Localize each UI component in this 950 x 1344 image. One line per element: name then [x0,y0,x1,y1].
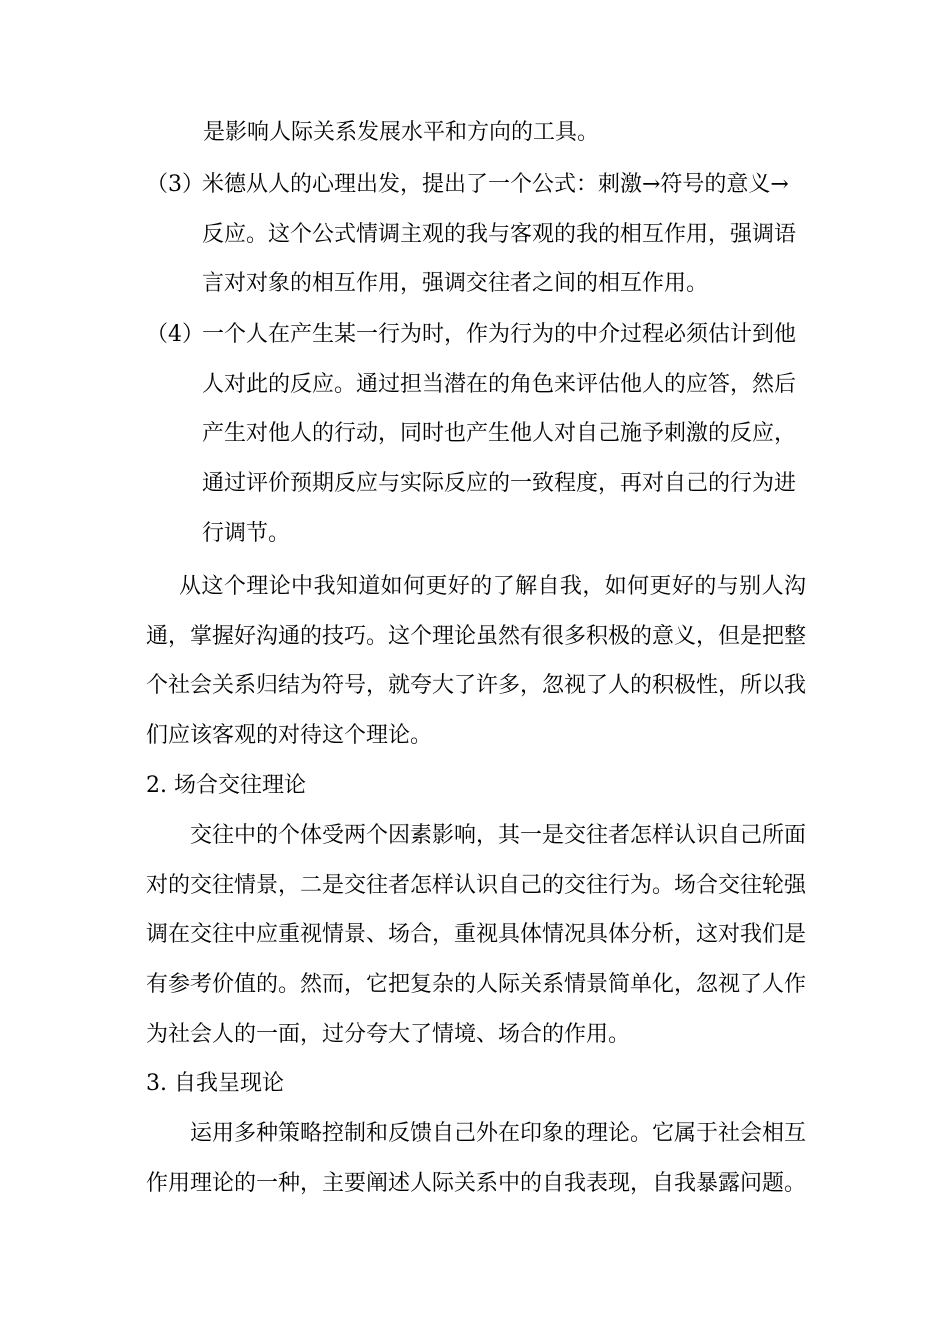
list-item-3 [146,170,806,320]
list-item-number: （3） [146,172,204,197]
paragraph-situation-theory: 交往中的个体受两个因素影响，其一是交往者怎样认识自己所面对的交往情景，二是交往者怎样认识自己的交往行为。场合交往轮强调在交往中应重视情景、场合，重视具体情况具体分析，这对我们是有参考价值的。然而，它把复杂的人际关系情景简单化，忽视了人作为社会人的一面，过分夸大了情境、场合的作用。 [146,823,807,1047]
section-heading-2: 2. 场合交往理论 [146,773,306,798]
section-heading-3: 3. 自我呈现论 [146,1071,284,1096]
continuation-line: 是影响人际关系发展水平和方向的工具。 [203,120,600,145]
list-item-4 [146,320,806,570]
list-item-text: 一个人在产生某一行为时，作为行为的中介过程必须估计到他人对此的反应。通过担当潜在的角色来评估他人的应答，然后产生对他人的行动，同时也产生他人对自己施予刺激的反应，通过评价预期反应与实际反应的一致程度，再对自己的行为进行调节。 [202,322,797,546]
paragraph-reflection: 从这个理论中我知道如何更好的了解自我，如何更好的与别人沟通，掌握好沟通的技巧。这个理论虽然有很多积极的意义，但是把整个社会关系归结为符号，就夸大了许多，忽视了人的积极性，所以我们应该客观的对待这个理论。 [146,574,807,749]
list-item-number: （4） [146,322,204,347]
list-item-text: 米德从人的心理出发，提出了一个公式：刺激→符号的意义→反应。这个公式情调主观的我与客观的我的相互作用，强调语言对对象的相互作用，强调交往者之间的相互作用。 [202,172,797,297]
paragraph-self-presentation: 运用多种策略控制和反馈自己外在印象的理论。它属于社会相互作用理论的一种，主要阐述人际关系中的自我表现，自我暴露问题。 [146,1121,807,1196]
